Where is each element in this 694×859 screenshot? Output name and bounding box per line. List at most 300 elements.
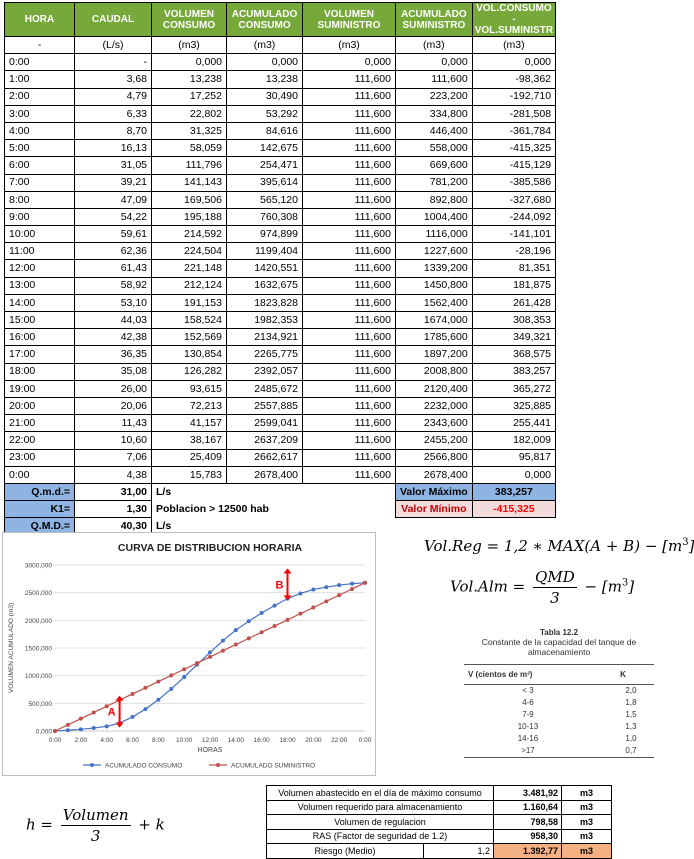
y-tick-label: 1500,000 <box>24 645 52 653</box>
k-table-k: 2,0 <box>625 686 637 696</box>
suministro-point <box>221 649 225 653</box>
k-table-subtitle: Constante de la capacidad del tanque de almacenamiento <box>481 637 637 657</box>
k-table-range: < 3 <box>522 686 534 696</box>
cell-volumen-consumo: 126,282 <box>152 363 227 380</box>
cell-volumen-consumo: 38,167 <box>152 432 227 449</box>
cell-volumen-consumo: 22,802 <box>152 105 227 122</box>
consumo-point <box>143 707 147 711</box>
suministro-point <box>131 692 135 696</box>
x-tick-label: 8:00 <box>152 737 165 744</box>
vol-alm-fraction <box>533 568 577 607</box>
summary-value: 958,30 <box>494 829 562 844</box>
risk-row <box>267 844 612 859</box>
cell-acumulado-suministro: 2120,400 <box>396 380 473 397</box>
cell-diferencia: -385,586 <box>472 174 555 191</box>
k-table-col-v: V (cientos de m³) <box>464 664 592 684</box>
cell-caudal: 20,06 <box>75 397 152 414</box>
x-tick-label: 4:00 <box>100 737 113 744</box>
header-diferencia: VOL.CONSUMO - VOL.SUMINISTR <box>472 3 555 37</box>
consumo-point <box>350 582 354 586</box>
cell-caudal: 53,10 <box>75 294 152 311</box>
cell-caudal: 11,43 <box>75 415 152 432</box>
cell-diferencia: -28,196 <box>472 243 555 260</box>
k-table-row <box>464 684 654 697</box>
cell-caudal: 35,08 <box>75 363 152 380</box>
qmd-value: 31,00 <box>75 483 152 500</box>
cell-volumen-consumo: 17,252 <box>152 88 227 105</box>
x-tick-label: 0:00 <box>48 737 62 744</box>
cell-volumen-suministro: 111,600 <box>303 88 396 105</box>
cell-acumulado-consumo: 395,614 <box>227 174 303 191</box>
table-row <box>5 260 556 277</box>
cell-acumulado-suministro: 2455,200 <box>396 432 473 449</box>
cell-acumulado-consumo: 565,120 <box>227 191 303 208</box>
suministro-point <box>311 605 315 609</box>
consumo-point <box>182 675 186 679</box>
suministro-point <box>324 599 328 603</box>
consumo-point <box>131 715 135 719</box>
consumo-point <box>298 591 302 595</box>
cell-volumen-consumo: 191,153 <box>152 294 227 311</box>
distribution-table <box>4 2 556 535</box>
table-row <box>5 105 556 122</box>
cell-hora: 4:00 <box>5 122 75 139</box>
table-row <box>5 140 556 157</box>
consumo-point <box>260 611 264 615</box>
consumo-point <box>311 587 315 591</box>
cell-hora: 9:00 <box>5 208 75 225</box>
header-acumulado-consumo: ACUMULADO CONSUMO <box>227 3 303 37</box>
summary-unit: m3 <box>562 786 612 801</box>
cell-volumen-suministro: 111,600 <box>303 208 396 225</box>
cell-volumen-suministro: 111,600 <box>303 380 396 397</box>
consumo-point <box>247 619 251 623</box>
table-row <box>5 380 556 397</box>
cell-diferencia: -98,362 <box>472 71 555 88</box>
x-tick-label: 20:00 <box>305 737 322 744</box>
annotation-label: B <box>275 579 284 592</box>
k-table-range: >17 <box>464 745 592 758</box>
k1-row <box>5 501 556 518</box>
suministro-point <box>247 636 251 640</box>
x-axis-label: HORAS <box>197 747 223 754</box>
cell-diferencia: 261,428 <box>472 294 555 311</box>
cell-volumen-consumo: 0,000 <box>152 54 227 71</box>
annotation-arrowhead-up <box>284 568 292 573</box>
k-table-row <box>464 721 654 733</box>
cell-volumen-suministro: 111,600 <box>303 122 396 139</box>
table-row <box>5 346 556 363</box>
cell-volumen-suministro: 111,600 <box>303 157 396 174</box>
suministro-point <box>363 581 367 585</box>
cell-caudal: 59,61 <box>75 226 152 243</box>
x-tick-label: 6:00 <box>126 737 139 744</box>
cell-caudal: 42,38 <box>75 329 152 346</box>
formula-vol-alm <box>450 568 634 607</box>
cell-acumulado-consumo: 1632,675 <box>227 277 303 294</box>
cell-acumulado-suministro: 781,200 <box>396 174 473 191</box>
unit-cell: (m3) <box>396 37 473 54</box>
summary-row <box>267 815 612 830</box>
cell-acumulado-suministro: 334,800 <box>396 105 473 122</box>
table-row <box>5 122 556 139</box>
k-table-k: 1,3 <box>625 722 637 732</box>
cell-diferencia: 349,321 <box>472 329 555 346</box>
cell-caudal: 16,13 <box>75 140 152 157</box>
k-table-row <box>464 733 654 745</box>
x-tick-label: 14:00 <box>227 737 244 744</box>
y-tick-label: 500,000 <box>28 700 52 708</box>
cell-diferencia: 325,885 <box>472 397 555 414</box>
cell-acumulado-suministro: 669,600 <box>396 157 473 174</box>
x-tick-label: 18:00 <box>279 737 296 744</box>
cell-acumulado-consumo: 30,490 <box>227 88 303 105</box>
cell-acumulado-suministro: 2008,800 <box>396 363 473 380</box>
cell-acumulado-consumo: 13,238 <box>227 71 303 88</box>
cell-volumen-suministro: 111,600 <box>303 105 396 122</box>
cell-volumen-consumo: 169,506 <box>152 191 227 208</box>
vol-alm-right: − [m <box>584 577 622 596</box>
cell-hora: 14:00 <box>5 294 75 311</box>
suministro-point <box>273 624 277 628</box>
summary-unit: m3 <box>562 815 612 830</box>
cell-acumulado-consumo: 2485,672 <box>227 380 303 397</box>
cell-acumulado-consumo: 1982,353 <box>227 312 303 329</box>
cell-acumulado-consumo: 2265,775 <box>227 346 303 363</box>
k-table-range: 4-6 <box>522 698 534 708</box>
cell-volumen-suministro: 111,600 <box>303 363 396 380</box>
cell-acumulado-suministro: 558,000 <box>396 140 473 157</box>
chart-container <box>2 532 376 776</box>
cell-volumen-suministro: 111,600 <box>303 140 396 157</box>
suministro-point <box>350 587 354 591</box>
cell-volumen-consumo: 13,238 <box>152 71 227 88</box>
summary-label: Volumen abastecido en el día de máximo consumo <box>267 786 494 801</box>
suministro-point <box>169 673 173 677</box>
cell-caudal: 61,43 <box>75 260 152 277</box>
formula-vol-reg <box>424 537 694 555</box>
summary-label: Volumen de regulacion <box>267 815 494 830</box>
consumo-point <box>337 583 341 587</box>
cell-acumulado-consumo: 2557,885 <box>227 397 303 414</box>
table-row <box>5 208 556 225</box>
cell-acumulado-suministro: 1004,400 <box>396 208 473 225</box>
cell-volumen-suministro: 111,600 <box>303 71 396 88</box>
cell-caudal: 31,05 <box>75 157 152 174</box>
consumo-point <box>234 628 238 632</box>
cell-diferencia: 182,009 <box>472 432 555 449</box>
header-acumulado-suministro: ACUMULADO SUMINISTRO <box>396 3 473 37</box>
cell-acumulado-consumo: 142,675 <box>227 140 303 157</box>
vol-alm-left: Vol.Alm = <box>450 577 526 596</box>
table-row <box>5 294 556 311</box>
consumo-point <box>79 727 83 731</box>
k-table-title: Tabla 12.2 <box>539 628 579 637</box>
cell-acumulado-suministro: 2343,600 <box>396 415 473 432</box>
cell-hora: 22:00 <box>5 432 75 449</box>
table-row <box>5 432 556 449</box>
qmdmax-unit: L/s <box>156 520 172 533</box>
cell-acumulado-suministro: 1339,200 <box>396 260 473 277</box>
table-row <box>5 449 556 466</box>
k1-note: Poblacion > 12500 hab <box>156 502 269 515</box>
k-table-row <box>464 745 654 758</box>
cell-diferencia: 308,353 <box>472 312 555 329</box>
qmdmax-value: 40,30 <box>75 518 152 535</box>
cell-acumulado-consumo: 53,292 <box>227 105 303 122</box>
cell-volumen-suministro: 111,600 <box>303 346 396 363</box>
cell-hora: 15:00 <box>5 312 75 329</box>
summary-value: 3.481,92 <box>494 786 562 801</box>
cell-volumen-consumo: 93,615 <box>152 380 227 397</box>
cell-acumulado-suministro: 1450,800 <box>396 277 473 294</box>
cell-hora: 1:00 <box>5 71 75 88</box>
vol-reg-text: Vol.Reg = 1,2 ∗ MAX(A + B) − [m <box>424 537 683 555</box>
min-value: -415,325 <box>472 501 555 518</box>
cell-diferencia: 368,575 <box>472 346 555 363</box>
summary-unit: m3 <box>562 800 612 815</box>
cell-acumulado-consumo: 2599,041 <box>227 415 303 432</box>
cell-volumen-suministro: 111,600 <box>303 415 396 432</box>
cell-diferencia: -361,784 <box>472 122 555 139</box>
cell-caudal: 4,79 <box>75 88 152 105</box>
cell-acumulado-suministro: 1562,400 <box>396 294 473 311</box>
unit-cell: (m3) <box>472 37 555 54</box>
risk-value: 1.392,77 <box>494 844 562 859</box>
y-tick-label: 3000,000 <box>24 562 52 570</box>
x-tick-label: 2:00 <box>74 737 88 744</box>
cell-hora: 13:00 <box>5 277 75 294</box>
cell-volumen-consumo: 25,409 <box>152 449 227 466</box>
distribution-chart <box>3 533 375 775</box>
cell-volumen-consumo: 15,783 <box>152 466 227 483</box>
cell-diferencia: 95,817 <box>472 449 555 466</box>
cell-caudal: 8,70 <box>75 122 152 139</box>
cell-hora: 11:00 <box>5 243 75 260</box>
cell-hora: 0:00 <box>5 54 75 71</box>
unit-cell: - <box>5 37 75 54</box>
cell-diferencia: 181,875 <box>472 277 555 294</box>
min-label: Valor Mínimo <box>396 501 473 518</box>
cell-acumulado-consumo: 2134,921 <box>227 329 303 346</box>
table-row <box>5 363 556 380</box>
cell-volumen-consumo: 141,143 <box>152 174 227 191</box>
cell-diferencia: 383,257 <box>472 363 555 380</box>
cell-hora: 20:00 <box>5 397 75 414</box>
suministro-point <box>286 618 290 622</box>
legend-label: ACUMULADO SUMINISTRO <box>231 762 316 770</box>
suministro-point <box>79 717 83 721</box>
k1-label: K1= <box>5 501 75 518</box>
cell-volumen-suministro: 111,600 <box>303 277 396 294</box>
legend-label: ACUMULADO CONSUMO <box>105 762 183 770</box>
summary-row <box>267 786 612 801</box>
cell-diferencia: -327,680 <box>472 191 555 208</box>
cell-acumulado-consumo: 2637,209 <box>227 432 303 449</box>
annotation-label: A <box>107 706 116 719</box>
k-table-col-k: K <box>592 664 654 684</box>
cell-acumulado-consumo: 1199,404 <box>227 243 303 260</box>
header-volumen-consumo: VOLUMEN CONSUMO <box>152 3 227 37</box>
table-row <box>5 415 556 432</box>
cell-caudal: 4,38 <box>75 466 152 483</box>
suministro-point <box>234 643 238 647</box>
h-left: h = <box>26 815 53 834</box>
suministro-point <box>53 729 57 733</box>
cell-caudal: 58,92 <box>75 277 152 294</box>
table-row <box>5 54 556 71</box>
x-tick-label: 16:00 <box>253 737 270 744</box>
suministro-point <box>208 655 212 659</box>
cell-diferencia: -415,129 <box>472 157 555 174</box>
summary-label: RAS (Factor de seguridad de 1.2) <box>267 829 494 844</box>
max-value: 383,257 <box>472 483 555 500</box>
chart-title: CURVA DE DISTRIBUCION HORARIA <box>117 542 303 554</box>
vol-reg-close: ] <box>688 537 694 555</box>
cell-diferencia: -192,710 <box>472 88 555 105</box>
consumo-point <box>221 639 225 643</box>
cell-hora: 5:00 <box>5 140 75 157</box>
cell-volumen-consumo: 158,524 <box>152 312 227 329</box>
cell-hora: 12:00 <box>5 260 75 277</box>
k-table-k: 1,8 <box>625 698 637 708</box>
vol-alm-num: QMD <box>535 568 575 586</box>
cell-volumen-consumo: 111,796 <box>152 157 227 174</box>
cell-hora: 8:00 <box>5 191 75 208</box>
x-tick-label: 0:00 <box>358 737 372 744</box>
cell-acumulado-consumo: 1420,551 <box>227 260 303 277</box>
y-tick-label: 2000,000 <box>24 617 52 625</box>
cell-volumen-suministro: 111,600 <box>303 243 396 260</box>
h-num: Volumen <box>62 806 129 824</box>
cell-acumulado-consumo: 2678,400 <box>227 466 303 483</box>
unit-cell: (m3) <box>303 37 396 54</box>
header-row <box>5 3 556 37</box>
consumo-point <box>92 726 96 730</box>
cell-caudal: 62,36 <box>75 243 152 260</box>
cell-acumulado-suministro: 2566,800 <box>396 449 473 466</box>
table-row <box>5 191 556 208</box>
y-tick-label: 1000,000 <box>24 673 52 681</box>
consumo-point <box>66 728 70 732</box>
cell-acumulado-suministro: 2232,000 <box>396 397 473 414</box>
risk-label: Riesgo (Medio) <box>267 844 424 859</box>
cell-diferencia: 0,000 <box>472 54 555 71</box>
cell-caudal: 3,68 <box>75 71 152 88</box>
suministro-point <box>143 686 147 690</box>
units-row <box>5 37 556 54</box>
cell-volumen-consumo: 221,148 <box>152 260 227 277</box>
cell-acumulado-consumo: 2662,617 <box>227 449 303 466</box>
y-tick-label: 0,000 <box>35 728 52 736</box>
cell-volumen-consumo: 224,504 <box>152 243 227 260</box>
k-table-range: 14-16 <box>517 734 539 744</box>
cell-volumen-suministro: 111,600 <box>303 226 396 243</box>
consumo-point <box>208 650 212 654</box>
consumo-point <box>105 724 109 728</box>
cell-diferencia: -141,101 <box>472 226 555 243</box>
cell-hora: 2:00 <box>5 88 75 105</box>
suministro-point <box>195 661 199 665</box>
cell-acumulado-suministro: 2678,400 <box>396 466 473 483</box>
x-tick-label: 10:00 <box>176 737 193 744</box>
cell-volumen-consumo: 41,157 <box>152 415 227 432</box>
k-table-k: 1,5 <box>625 710 637 720</box>
cell-acumulado-consumo: 1823,828 <box>227 294 303 311</box>
cell-hora: 18:00 <box>5 363 75 380</box>
cell-volumen-suministro: 111,600 <box>303 294 396 311</box>
table-row <box>5 243 556 260</box>
cell-hora: 19:00 <box>5 380 75 397</box>
k-table-range: 7-9 <box>522 710 534 720</box>
cell-hora: 23:00 <box>5 449 75 466</box>
risk-unit: m3 <box>562 844 612 859</box>
suministro-point <box>298 612 302 616</box>
unit-cell: (m3) <box>227 37 303 54</box>
cell-diferencia: 81,351 <box>472 260 555 277</box>
table-row <box>5 71 556 88</box>
cell-hora: 0:00 <box>5 466 75 483</box>
summary-value: 798,58 <box>494 815 562 830</box>
summary-value: 1.160,64 <box>494 800 562 815</box>
cell-volumen-consumo: 31,325 <box>152 122 227 139</box>
cell-caudal: 54,22 <box>75 208 152 225</box>
cell-hora: 7:00 <box>5 174 75 191</box>
cell-volumen-suministro: 111,600 <box>303 260 396 277</box>
table-row <box>5 312 556 329</box>
consumo-point <box>156 698 160 702</box>
vol-alm-close: ] <box>628 577 635 596</box>
cell-caudal: 47,09 <box>75 191 152 208</box>
table-row <box>5 157 556 174</box>
cell-acumulado-suministro: 1785,600 <box>396 329 473 346</box>
qmd-unit: L/s <box>156 485 172 498</box>
k-table-row <box>464 697 654 709</box>
k-table-k: 1,0 <box>625 734 637 744</box>
cell-hora: 6:00 <box>5 157 75 174</box>
cell-acumulado-consumo: 760,308 <box>227 208 303 225</box>
suministro-point <box>260 630 264 634</box>
risk-factor: 1,2 <box>424 844 494 859</box>
k1-value: 1,30 <box>75 501 152 518</box>
h-den: 3 <box>90 827 101 845</box>
cell-volumen-consumo: 58,059 <box>152 140 227 157</box>
summary-row <box>267 829 612 844</box>
header-hora: HORA <box>5 3 75 37</box>
cell-caudal: 44,03 <box>75 312 152 329</box>
y-axis-label: VOLUMEN ACUMULADO (m3) <box>8 602 15 694</box>
cell-acumulado-suministro: 1116,000 <box>396 226 473 243</box>
cell-caudal: 7,06 <box>75 449 152 466</box>
cell-diferencia: -415,325 <box>472 140 555 157</box>
x-tick-label: 22:00 <box>331 737 348 744</box>
qmdmax-label: Q.M.D.= <box>5 518 75 535</box>
cell-volumen-consumo: 195,188 <box>152 208 227 225</box>
k-table-range: 10-13 <box>517 722 539 732</box>
suministro-point <box>66 723 70 727</box>
cell-caudal: 26,00 <box>75 380 152 397</box>
cell-diferencia: 255,441 <box>472 415 555 432</box>
vol-alm-sup: 3 <box>621 577 629 589</box>
cell-caudal: 10,60 <box>75 432 152 449</box>
cell-acumulado-suministro: 223,200 <box>396 88 473 105</box>
unit-cell: (L/s) <box>75 37 152 54</box>
cell-acumulado-suministro: 111,600 <box>396 71 473 88</box>
cell-volumen-consumo: 72,213 <box>152 397 227 414</box>
vol-reg-sup: 3 <box>682 537 689 548</box>
summary-row <box>267 800 612 815</box>
cell-caudal: 36,35 <box>75 346 152 363</box>
